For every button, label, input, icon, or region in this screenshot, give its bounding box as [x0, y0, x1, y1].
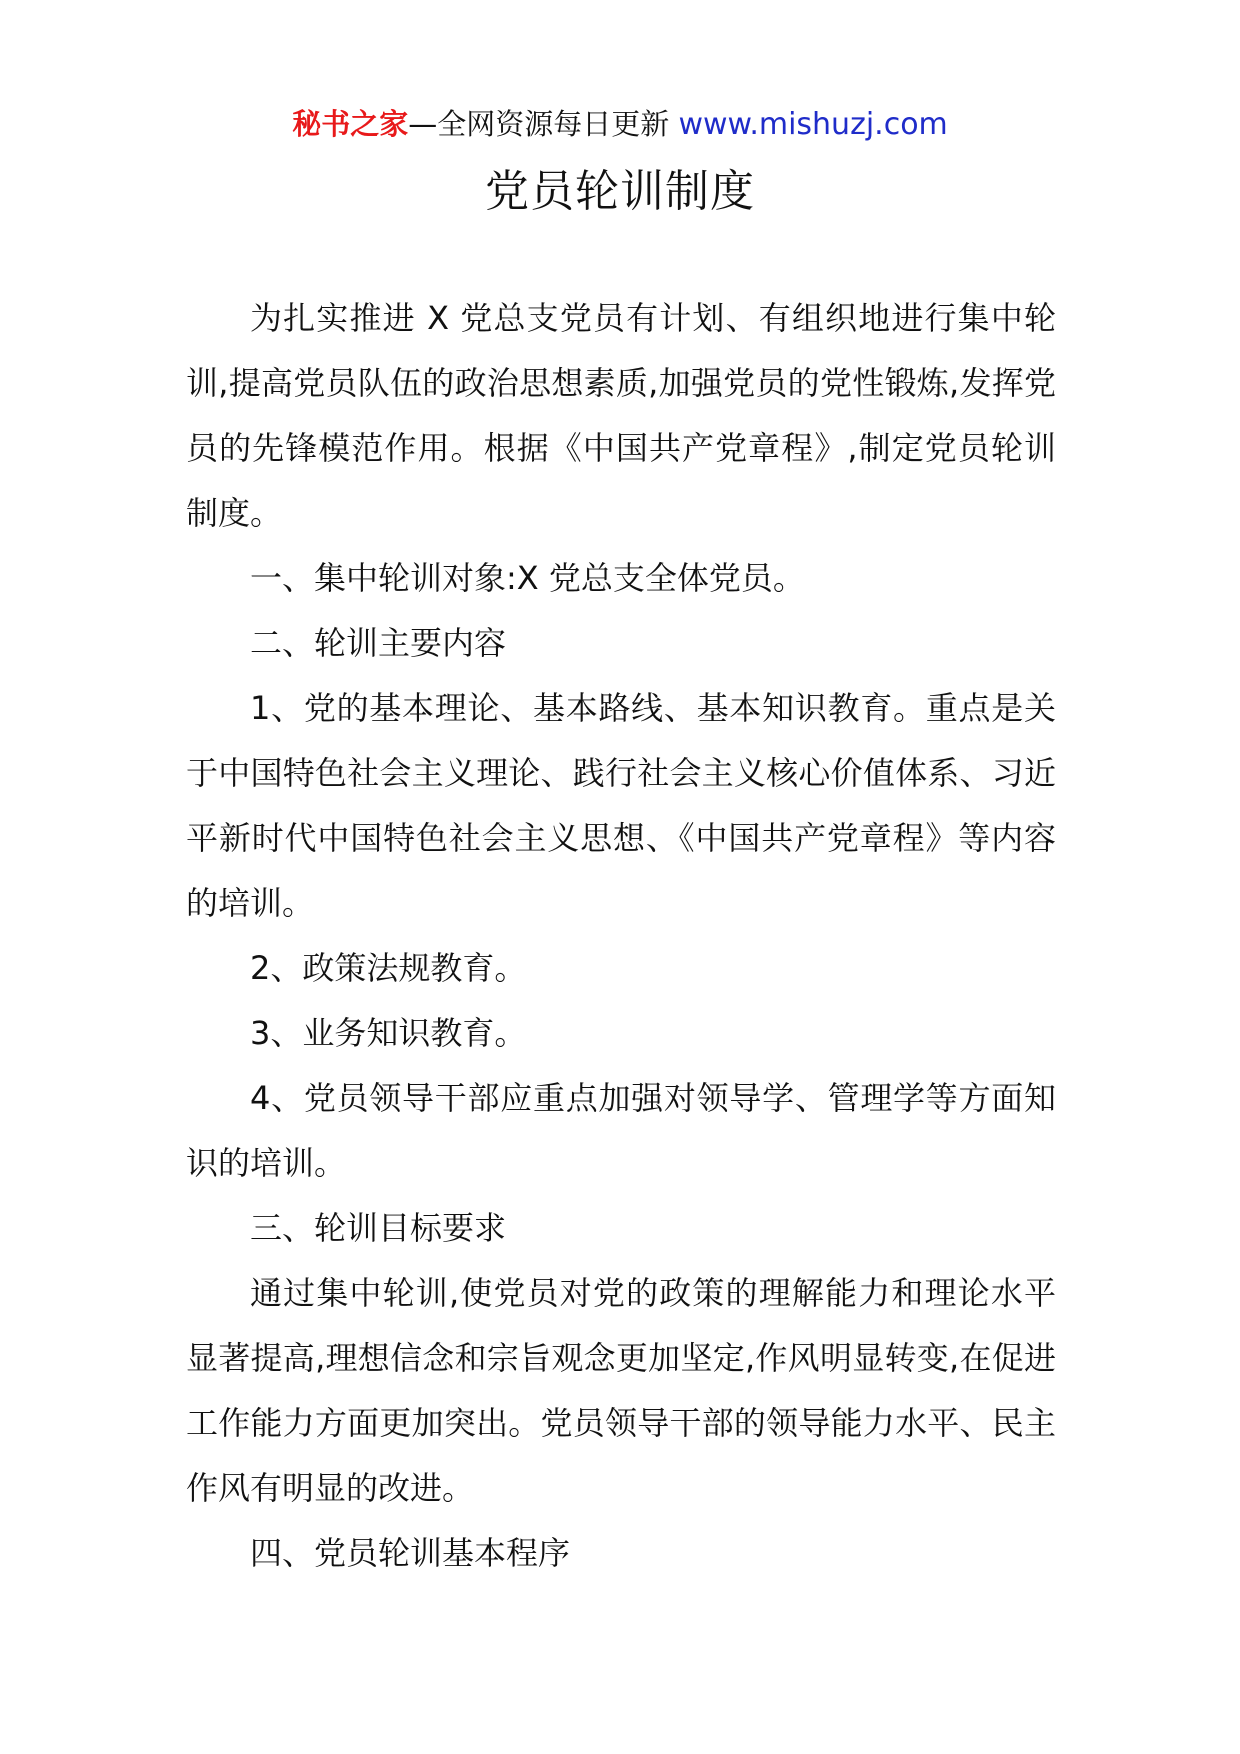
heading-section-4: 四、党员轮训基本程序: [250, 1534, 571, 1572]
paragraph-item-3: 3、业务知识教育。: [250, 1014, 527, 1052]
paragraph-item-1: 1、党的基本理论、基本路线、基本知识教育。重点是关于中国特色社会主义理论、践行社会主义核心价值体系、习近平新时代中国特色社会主义思想、《中国共产党章程》等内容的培训。: [186, 689, 1056, 922]
site-url-link[interactable]: www.mishuzj.com: [678, 107, 948, 142]
paragraph-item-4: 4、党员领导干部应重点加强对领导学、管理学等方面知识的培训。: [186, 1079, 1056, 1182]
document-body: [186, 286, 1056, 1586]
heading-section-2: 二、轮训主要内容: [250, 624, 507, 662]
paragraph-intro: 为扎实推进 X 党总支党员有计划、有组织地进行集中轮训,提高党员队伍的政治思想素质,加强党员的党性锻炼,发挥党员的先锋模范作用。根据《中国共产党章程》,制定党员轮训制度。: [186, 299, 1056, 532]
paragraph-goals: 通过集中轮训,使党员对党的政策的理解能力和理论水平显著提高,理想信念和宗旨观念更加坚定,作风明显转变,在促进工作能力方面更加突出。党员领导干部的领导能力水平、民主作风有明显的改进。: [186, 1274, 1056, 1507]
site-header: [0, 102, 1240, 147]
paragraph-item-2: 2、政策法规教育。: [250, 949, 527, 987]
brand-name: 秘书之家: [292, 107, 409, 141]
paragraph-section-1: 一、集中轮训对象:X 党总支全体党员。: [250, 559, 805, 597]
header-tagline: —全网资源每日更新: [408, 107, 670, 141]
heading-section-3: 三、轮训目标要求: [250, 1209, 507, 1247]
document-title: 党员轮训制度: [485, 166, 755, 217]
